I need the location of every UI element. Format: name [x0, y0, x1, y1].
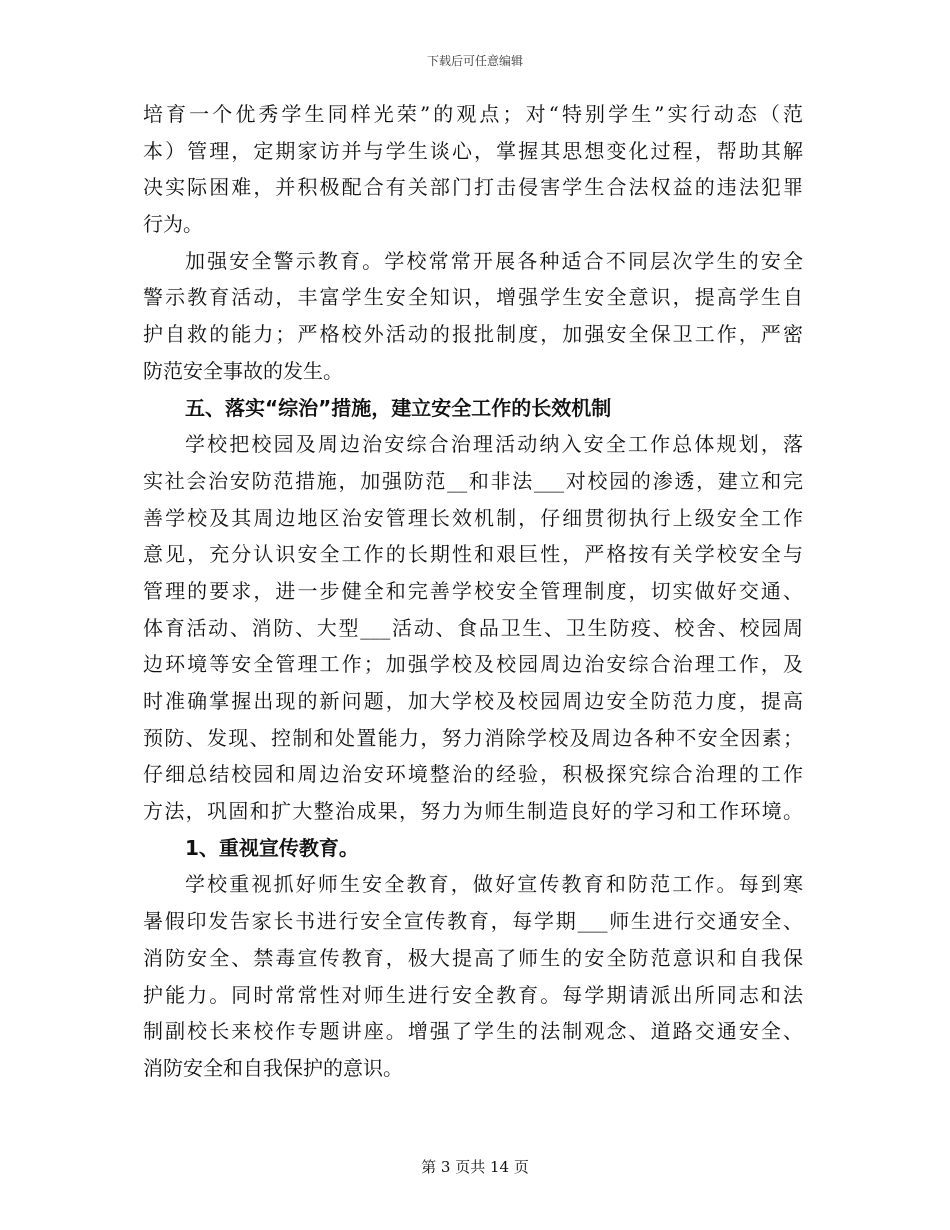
section-heading: 1、重视宣传教育。 [185, 835, 359, 860]
page-header: 下载后可任意编辑 [426, 54, 523, 68]
document-body [143, 96, 803, 1087]
text-line: 警示教育活动，丰富学生安全知识，增强学生安全意识，提高学生自 [143, 285, 803, 310]
text-line: 方法，巩固和扩大整治成果，努力为师生制造良好的学习和工作环境。 [143, 799, 803, 824]
page-footer: 第 3 页共 14 页 [421, 1158, 529, 1176]
text-line: 消防安全、禁毒宣传教育，极大提高了师生的安全防范意识和自我保 [143, 945, 803, 970]
text-line: 意见，充分认识安全工作的长期性和艰巨性，严格按有关学校安全与 [143, 542, 803, 567]
text-line: 护自救的能力；严格校外活动的报批制度，加强安全保卫工作，严密 [143, 322, 803, 347]
text-line: 决实际困难，并积极配合有关部门打击侵害学生合法权益的违法犯罪 [143, 175, 803, 200]
text-line: 培育一个优秀学生同样光荣”的观点；对“特别学生”实行动态（范 [143, 102, 803, 126]
text-line: 体育活动、消防、大型___活动、食品卫生、卫生防疫、校舍、校园周 [143, 615, 803, 640]
text-line: 管理的要求，进一步健全和完善学校安全管理制度，切实做好交通、 [143, 578, 803, 603]
text-line: 学校重视抓好师生安全教育，做好宣传教育和防范工作。每到寒 [185, 872, 803, 897]
text-line: 预防、发现、控制和处置能力，努力消除学校及周边各种不安全因素； [143, 725, 803, 750]
text-line: 防范安全事故的发生。 [143, 358, 343, 383]
text-line: 制副校长来校作专题讲座。增强了学生的法制观念、道路交通安全、 [143, 1019, 803, 1044]
text-line: 边环境等安全管理工作；加强学校及校园周边治安综合治理工作，及 [143, 652, 803, 677]
text-line: 实社会治安防范措施，加强防范__和非法___对校园的渗透，建立和完 [143, 468, 803, 493]
text-line: 学校把校园及周边治安综合治理活动纳入安全工作总体规划，落 [185, 432, 803, 457]
text-line: 善学校及其周边地区治安管理长效机制，仔细贯彻执行上级安全工作 [143, 505, 803, 530]
text-line: 消防安全和自我保护的意识。 [143, 1055, 403, 1080]
text-line: 加强安全警示教育。学校常常开展各种适合不同层次学生的安全 [185, 248, 803, 273]
section-heading: 五、落实“综治”措施，建立安全工作的长效机制 [185, 395, 612, 420]
text-line: 仔细总结校园和周边治安环境整治的经验，积极探究综合治理的工作 [143, 762, 803, 787]
text-line: 本）管理，定期家访并与学生谈心，掌握其思想变化过程，帮助其解 [143, 138, 803, 163]
text-line: 护能力。同时常常性对师生进行安全教育。每学期请派出所同志和法 [143, 982, 803, 1007]
text-line: 暑假印发告家长书进行安全宣传教育，每学期___师生进行交通安全、 [143, 909, 803, 934]
text-line: 行为。 [143, 212, 203, 237]
text-line: 时准确掌握出现的新问题，加大学校及校园周边安全防范力度，提高 [143, 689, 803, 713]
